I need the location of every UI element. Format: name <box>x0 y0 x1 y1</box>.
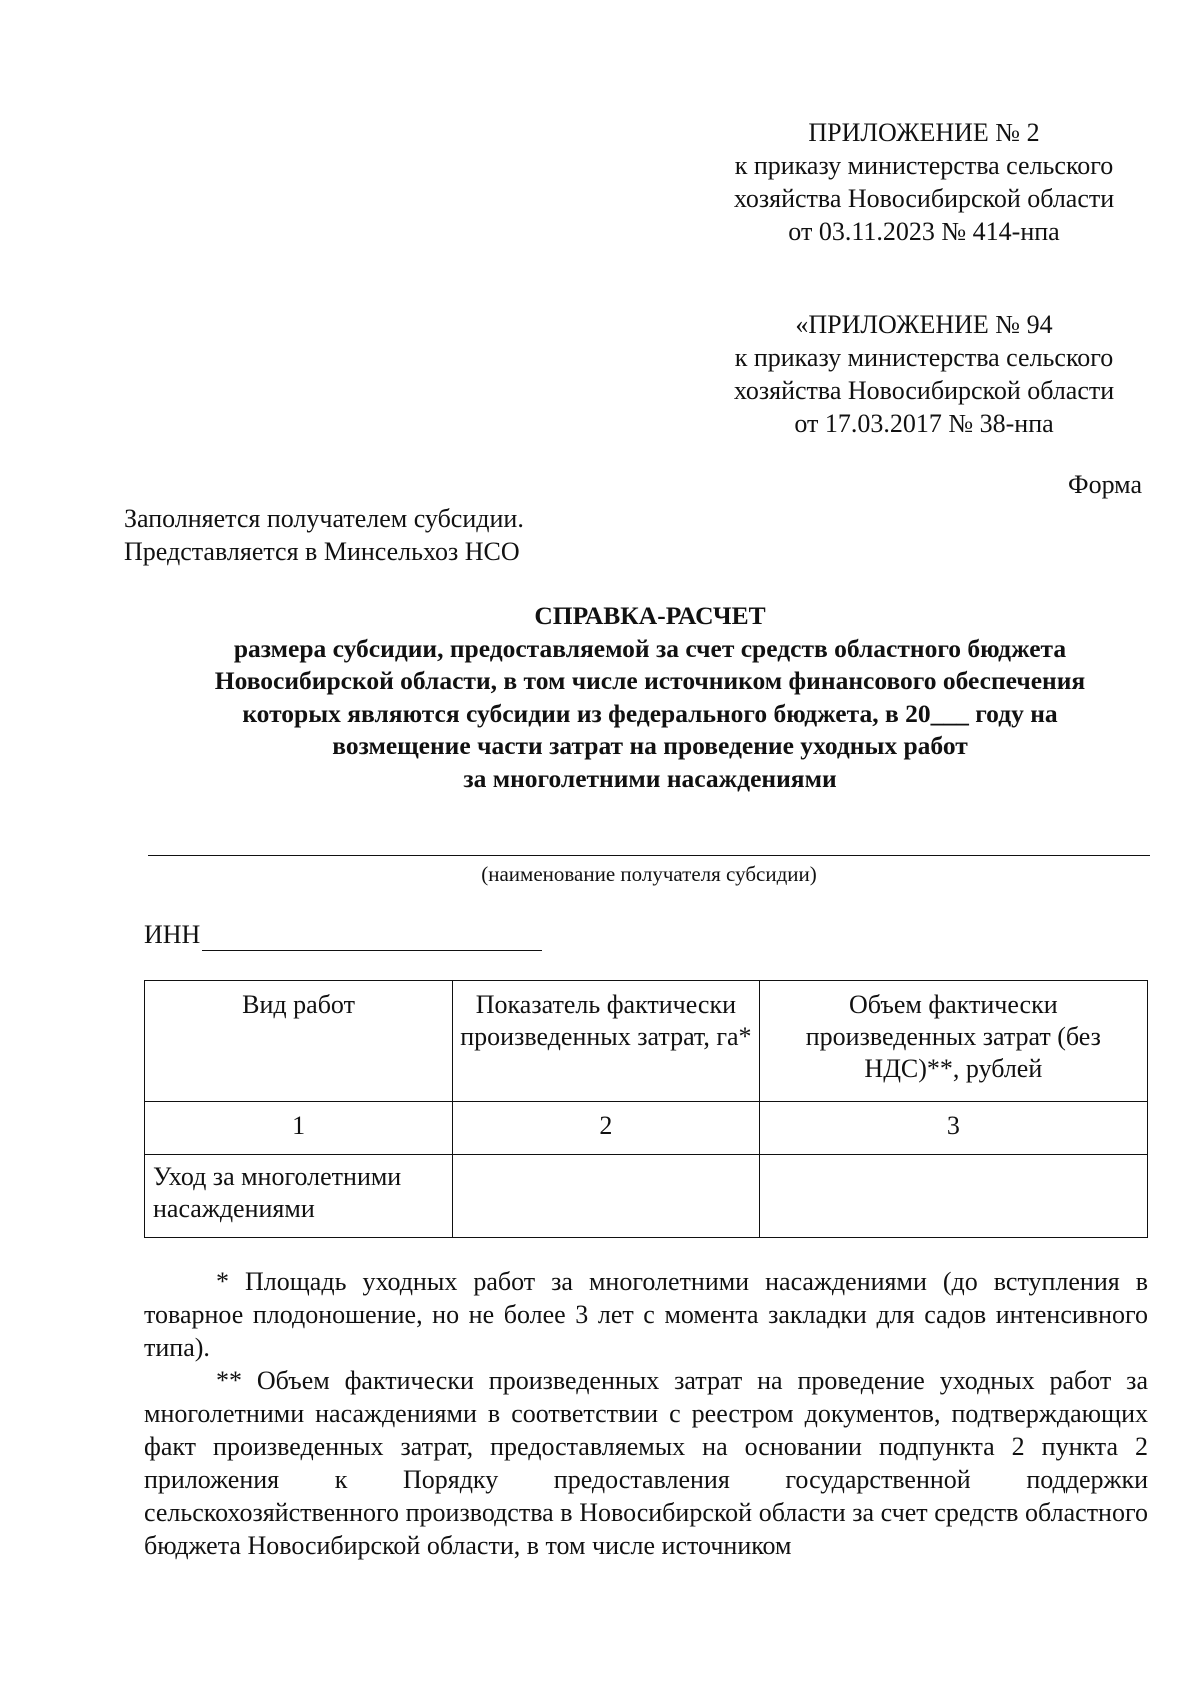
annex-current-number: ПРИЛОЖЕНИЕ № 2 <box>808 118 1040 147</box>
table-row <box>145 1155 1148 1238</box>
recipient-name-field[interactable] <box>148 855 1150 856</box>
title-line-4: возмещение части затрат на проведение уходных работ <box>332 731 968 760</box>
annex-current-ministry-line: хозяйства Новосибирской области <box>733 184 1115 213</box>
title-line-1: размера субсидии, предоставляемой за счет средств областного бюджета <box>233 633 1067 663</box>
fill-note-line-1: Заполняется получателем субсидии. <box>124 504 524 533</box>
title-heading: СПРАВКА-РАСЧЕТ <box>534 601 766 630</box>
title-line-5: за многолетними насаждениями <box>463 763 837 793</box>
footnote-area: * Площадь уходных работ за многолетними насаждениями (до вступления в товарное плодоношение, но не более 3 лет с момента закладки для садов интенсивного типа). <box>144 1267 1148 1362</box>
fill-note-line-2: Представляется в Минсельхоз НСО <box>124 537 520 566</box>
recipient-caption: (наименование получателя субсидии) <box>481 862 817 886</box>
footnote-cost: ** Объем фактически произведенных затрат на проведение уходных работ за многолетними насаждениями в соответствии с реестром документов, подтверждающих факт произведенных затрат, предоставляемых на основании подпункта 2 пункта 2 приложения к Порядку предоставления государственной поддержки сельскохозяйственного производства в Новосибирской области за счет средств областного бюджета Новосибирской области, в том числе источником <box>144 1366 1148 1560</box>
annex-current-order-line: к приказу министерства сельского <box>734 151 1114 180</box>
work-type-cell: Уход за многолетними насаждениями <box>145 1155 453 1238</box>
annex-original-ministry-line: хозяйства Новосибирской области <box>733 376 1115 405</box>
table-header-row <box>145 981 1148 1102</box>
column-number-2: 2 <box>453 1102 760 1155</box>
table-column-number-row <box>145 1102 1148 1155</box>
header-work-type: Вид работ <box>145 981 453 1102</box>
annex-original-order-line: к приказу министерства сельского <box>734 343 1114 372</box>
cost-value-cell[interactable] <box>759 1155 1147 1238</box>
annex-current-block <box>684 116 1164 248</box>
inn-field[interactable] <box>202 922 542 951</box>
area-value-cell[interactable] <box>453 1155 760 1238</box>
annex-original-date-line: от 17.03.2017 № 38-нпа <box>794 409 1054 438</box>
calculation-table <box>144 980 1148 1238</box>
title-line-3: которых являются субсидии из федерального бюджета, в 20___ году на <box>242 698 1058 728</box>
column-number-1: 1 <box>145 1102 453 1155</box>
inn-row <box>144 918 542 951</box>
fill-note <box>124 502 524 568</box>
header-cost-volume: Объем фактически произведенных затрат (без НДС)**, рублей <box>759 981 1147 1102</box>
inn-label: ИНН <box>144 920 201 949</box>
document-title <box>120 600 1180 795</box>
column-number-3: 3 <box>759 1102 1147 1155</box>
header-area-indicator: Показатель фактически произведенных затрат, га* <box>453 981 760 1102</box>
annex-original-block <box>684 308 1164 440</box>
title-line-2: Новосибирской области, в том числе источником финансового обеспечения <box>214 666 1086 695</box>
annex-original-number: «ПРИЛОЖЕНИЕ № 94 <box>795 310 1053 339</box>
form-label: Форма <box>1068 470 1142 499</box>
annex-current-date-line: от 03.11.2023 № 414-нпа <box>788 217 1060 246</box>
